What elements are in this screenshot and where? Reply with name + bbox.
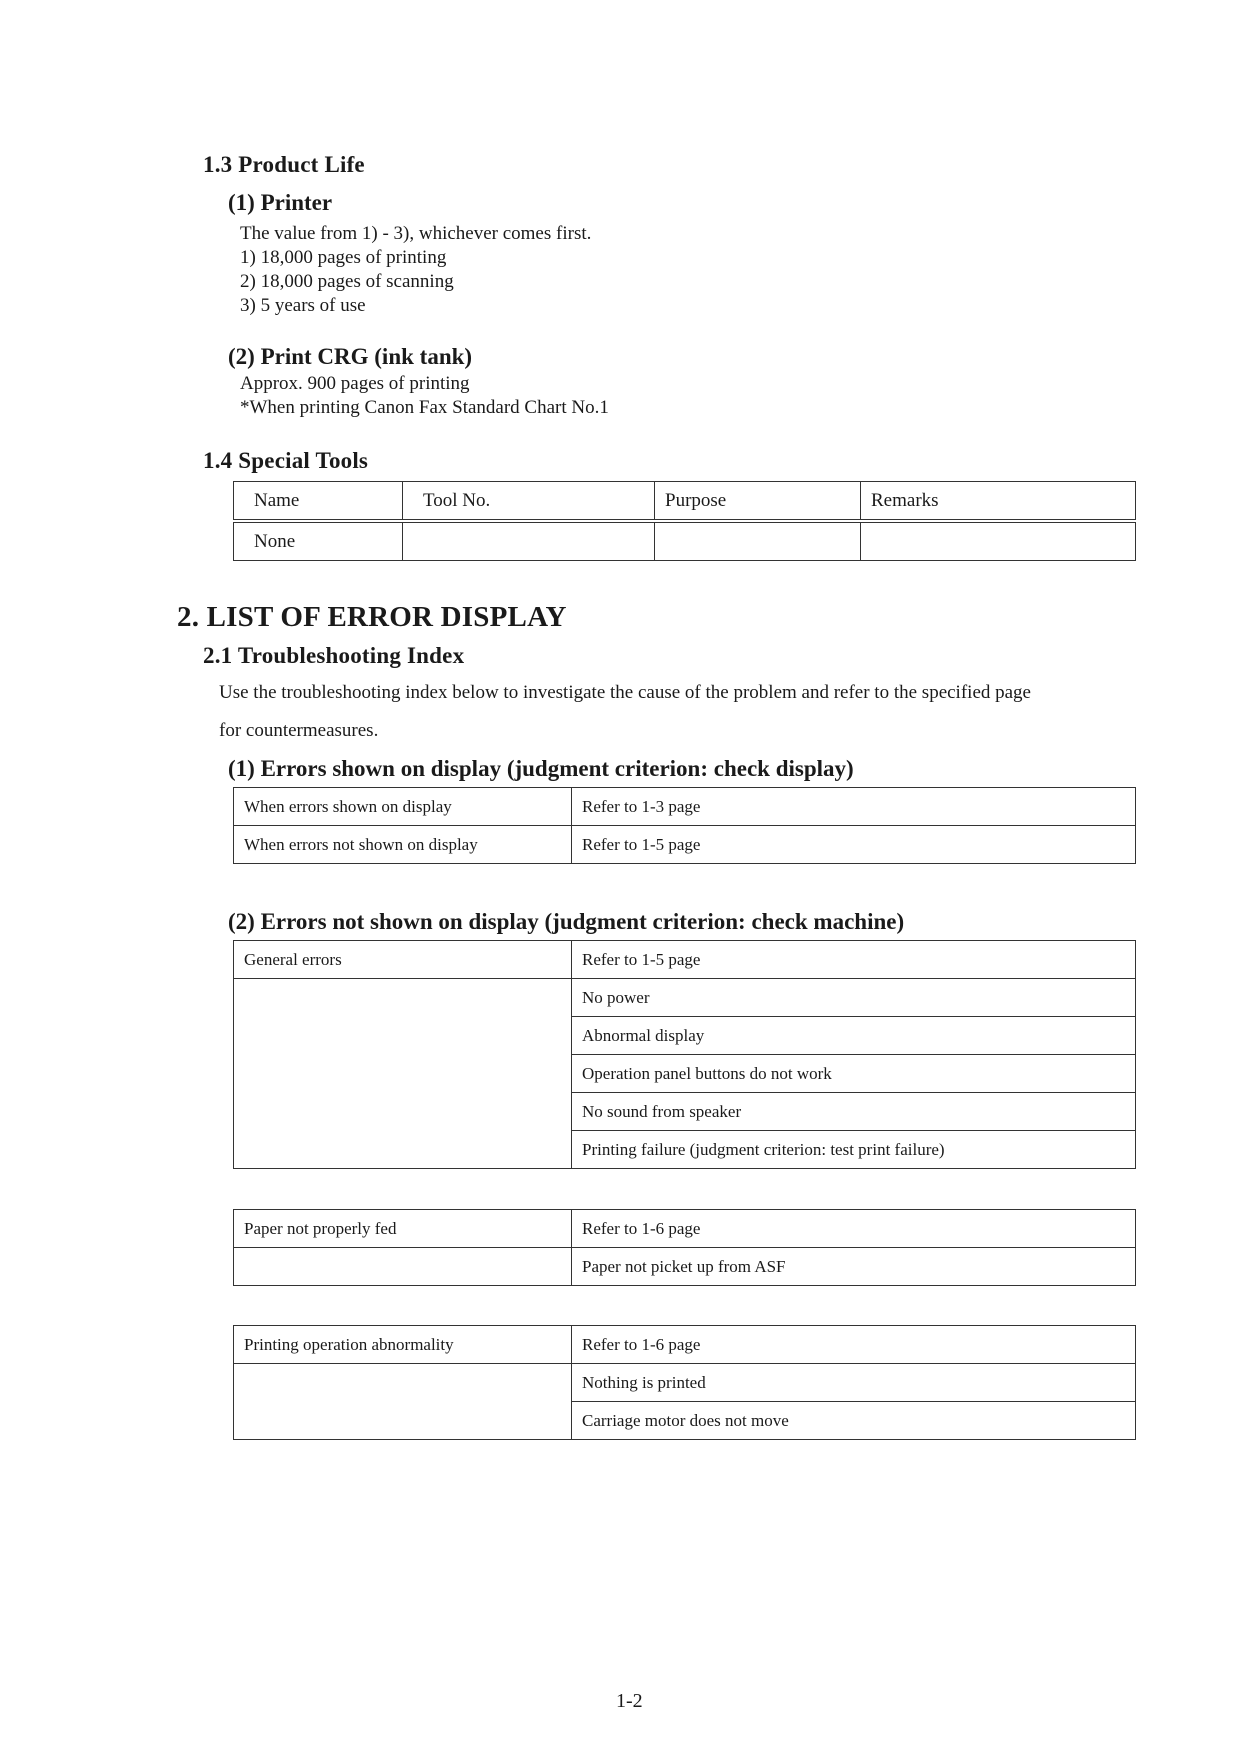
table-cell: [861, 521, 1136, 561]
column-header: Name: [234, 482, 403, 522]
printer-lines: [240, 222, 591, 318]
errors-display-table: [233, 787, 1136, 864]
printer-line: 3) 5 years of use: [240, 295, 366, 316]
table-cell: [403, 521, 655, 561]
intro-line-1: Use the troubleshooting index below to investigate the cause of the problem and refer to the specified page: [219, 682, 1031, 703]
table-cell: No sound from speaker: [572, 1093, 1136, 1131]
errors-machine-heading: (2) Errors not shown on display (judgment criterion: check machine): [228, 909, 905, 934]
table-cell: When errors shown on display: [234, 788, 572, 826]
table-cell: [234, 1248, 572, 1286]
table-row: [234, 521, 1136, 561]
table-cell: None: [234, 521, 403, 561]
intro-line-2: for countermeasures.: [219, 720, 379, 741]
table-cell: General errors: [234, 941, 572, 979]
general-errors-table: [233, 940, 1136, 1169]
printer-line: The value from 1) - 3), whichever comes first.: [240, 223, 592, 244]
table-cell: Operation panel buttons do not work: [572, 1055, 1136, 1093]
printer-line: 2) 18,000 pages of scanning: [240, 271, 454, 292]
table-cell: Abnormal display: [572, 1017, 1136, 1055]
section-1-4-title: 1.4 Special Tools: [203, 448, 369, 473]
table-row: [234, 941, 1136, 979]
table-cell: Paper not picket up from ASF: [572, 1248, 1136, 1286]
table-cell: Carriage motor does not move: [572, 1402, 1136, 1440]
table-row: [234, 1326, 1136, 1364]
section-2-1-title: 2.1 Troubleshooting Index: [203, 643, 465, 668]
table-row: [234, 1248, 1136, 1286]
paper-feed-table: [233, 1209, 1136, 1286]
table-row: [234, 788, 1136, 826]
table-cell: When errors not shown on display: [234, 826, 572, 864]
printer-line: 1) 18,000 pages of printing: [240, 247, 447, 268]
column-header: Purpose: [655, 482, 861, 522]
crg-heading: (2) Print CRG (ink tank): [228, 344, 473, 369]
table-cell: [234, 979, 572, 1169]
table-cell: Refer to 1-5 page: [572, 826, 1136, 864]
table-cell: Refer to 1-6 page: [572, 1210, 1136, 1248]
table-cell: Nothing is printed: [572, 1364, 1136, 1402]
table-cell: Paper not properly fed: [234, 1210, 572, 1248]
printing-abnormality-table: [233, 1325, 1136, 1440]
section-2-title: 2. LIST OF ERROR DISPLAY: [177, 601, 567, 633]
page-number: 1-2: [616, 1690, 643, 1712]
table-row: [234, 1364, 1136, 1402]
crg-line: *When printing Canon Fax Standard Chart No.1: [240, 397, 609, 418]
column-header: Remarks: [861, 482, 1136, 522]
crg-lines: [240, 372, 609, 420]
section-1-3-title: 1.3 Product Life: [203, 152, 365, 177]
printer-heading: (1) Printer: [228, 190, 333, 215]
table-cell: Refer to 1-6 page: [572, 1326, 1136, 1364]
column-header: Tool No.: [403, 482, 655, 522]
table-cell: Printing failure (judgment criterion: test print failure): [572, 1131, 1136, 1169]
errors-display-heading: (1) Errors shown on display (judgment criterion: check display): [228, 756, 854, 781]
table-cell: Refer to 1-3 page: [572, 788, 1136, 826]
table-row: [234, 1210, 1136, 1248]
table-header-row: [234, 482, 1136, 522]
crg-line: Approx. 900 pages of printing: [240, 373, 470, 394]
table-row: [234, 979, 1136, 1017]
table-row: [234, 826, 1136, 864]
table-cell: [655, 521, 861, 561]
table-cell: Printing operation abnormality: [234, 1326, 572, 1364]
table-cell: Refer to 1-5 page: [572, 941, 1136, 979]
table-cell: [234, 1364, 572, 1440]
table-cell: No power: [572, 979, 1136, 1017]
special-tools-table: [233, 481, 1136, 561]
